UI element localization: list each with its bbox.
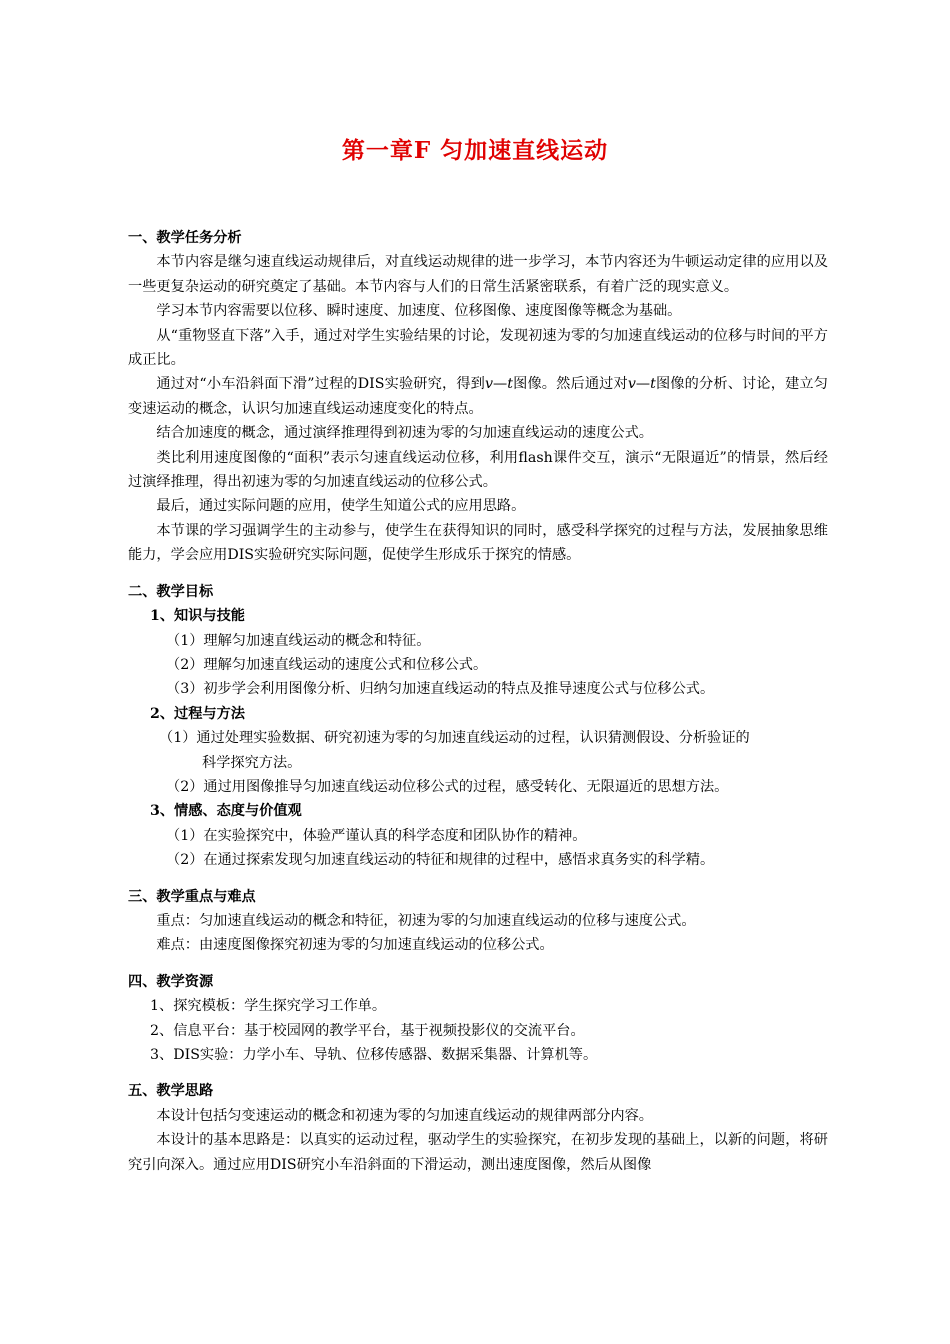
paragraph: 从“重物竖直下落”入手，通过对学生实验结果的讨论，发现初速为零的匀加速直线运动的位移与时间的平方成正比。 — [128, 327, 828, 369]
paragraph: 重点：匀加速直线运动的概念和特征，初速为零的匀加速直线运动的位移与速度公式。 — [156, 912, 696, 929]
variable-v: v — [627, 376, 636, 393]
page-title: 第一章F 匀加速直线运动 — [341, 137, 609, 164]
list-item: （3）初步学会利用图像分析、归纳匀加速直线运动的特点及推导速度公式与位移公式。 — [166, 681, 715, 698]
subsection-heading: 1、知识与技能 — [150, 608, 245, 625]
document-body — [128, 226, 828, 1177]
section-heading: 四、教学资源 — [128, 973, 214, 990]
paragraph: 类比利用速度图像的“面积”表示匀速直线运动位移，利用flash课件交互，演示“无限逼近”的情景，然后经过演绎推理，得出初速为零的匀加速直线运动的位移公式。 — [128, 449, 828, 491]
list-item: （1）在实验探究中，体验严谨认真的科学态度和团队协作的精神。 — [166, 827, 587, 844]
text-run: 图像。然后通过对 — [512, 376, 628, 393]
paragraph: 学习本节内容需要以位移、瞬时速度、加速度、位移图像、速度图像等概念为基础。 — [156, 303, 682, 320]
section-heading: 一、教学任务分析 — [128, 230, 242, 246]
section-heading: 二、教学目标 — [128, 583, 214, 600]
list-item: 1、探究模板：学生探究学习工作单。 — [150, 998, 387, 1015]
list-item: （2）理解匀加速直线运动的速度公式和位移公式。 — [166, 656, 488, 673]
list-item: 3、DIS实验：力学小车、导轨、位移传感器、数据采集器、计算机等。 — [150, 1047, 598, 1063]
list-item-continuation: 科学探究方法。 — [202, 754, 302, 771]
list-item: （2）在通过探索发现匀加速直线运动的特征和规律的过程中，感悟求真务实的科学精。 — [166, 852, 715, 869]
variable-t: t — [507, 376, 513, 393]
paragraph — [128, 372, 828, 421]
list-item-line: （1）通过处理实验数据、研究初速为零的匀加速直线运动的过程，认识猜测假设、分析验证的 — [159, 730, 750, 747]
list-item: （1）理解匀加速直线运动的概念和特征。 — [166, 632, 431, 649]
list-item: 2、信息平台：基于校园网的教学平台，基于视频投影仪的交流平台。 — [150, 1022, 585, 1039]
section-heading: 三、教学重点与难点 — [128, 888, 256, 905]
paragraph: 本节课的学习强调学生的主动参与，使学生在获得知识的同时，感受科学探究的过程与方法，发展抽象思维能力，学会应用DIS实验研究实际问题，促使学生形成乐于探究的情感。 — [128, 522, 828, 564]
paragraph: 结合加速度的概念，通过演绎推理得到初速为零的匀加速直线运动的速度公式。 — [156, 425, 653, 442]
text-run: 通过对“小车沿斜面下滑”过程的DIS实验研究，得到 — [156, 376, 486, 393]
subsection-heading: 3、情感、态度与价值观 — [150, 803, 302, 820]
paragraph: 难点：由速度图像探究初速为零的匀加速直线运动的位移公式。 — [156, 937, 554, 954]
text-run: 图像的分析、讨论，建立匀变速运动的概念，认识匀加速直线运动速度变化的特点。 — [128, 376, 828, 417]
paragraph: 本节内容是继匀速直线运动规律后，对直线运动规律的进一步学习，本节内容还为牛顿运动定律的应用以及一些更复杂运动的研究奠定了基础。本节内容与人们的日常生活紧密联系，有着广泛的现实意义。 — [128, 254, 828, 295]
dash: — — [493, 376, 508, 393]
paragraph: 本设计包括匀变速运动的概念和初速为零的匀加速直线运动的规律两部分内容。 — [156, 1107, 653, 1124]
list-item: （2）通过用图像推导匀加速直线运动位移公式的过程，感受转化、无限逼近的思想方法。 — [166, 778, 729, 795]
subsection-heading: 2、过程与方法 — [150, 705, 245, 722]
list-item — [128, 726, 828, 775]
dash: — — [635, 376, 651, 393]
section-heading: 五、教学思路 — [128, 1083, 214, 1100]
paragraph: 最后，通过实际问题的应用，使学生知道公式的应用思路。 — [156, 498, 526, 515]
variable-t: t — [650, 376, 656, 393]
paragraph: 本设计的基本思路是：以真实的运动过程，驱动学生的实验探究，在初步发现的基础上，以新的问题，将研究引向深入。通过应用DIS研究小车沿斜面的下滑运动，测出速度图像，然后从图像 — [128, 1132, 828, 1173]
variable-v: v — [485, 376, 494, 393]
